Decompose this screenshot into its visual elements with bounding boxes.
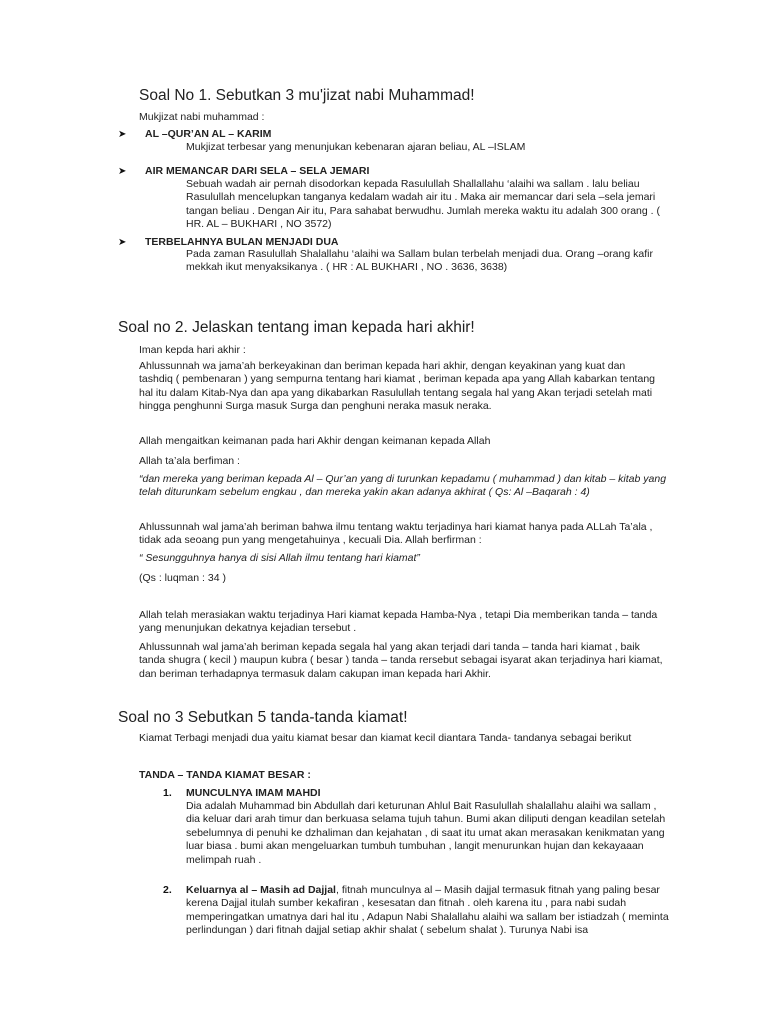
- bullet-icon: ➤: [118, 166, 127, 177]
- list-number: 2.: [163, 884, 172, 896]
- question-2-reference: (Qs : luqman : 34 ): [139, 572, 226, 584]
- q3-item-1-heading: MUNCULNYA IMAM MAHDI: [186, 787, 321, 799]
- question-1-title: Soal No 1. Sebutkan 3 mu'jizat nabi Muhammad!: [139, 87, 475, 104]
- q1-item-3-heading: TERBELAHNYA BULAN MENJADI DUA: [145, 236, 339, 248]
- q1-item-1-heading: AL –QUR’AN AL – KARIM: [145, 128, 272, 140]
- bullet-icon: ➤: [118, 129, 127, 140]
- question-2-quote-1: “dan mereka yang beriman kepada Al – Qur’an yang di turunkan kepadamu ( muhammad ) dan kitab – kitab yang telah diturunkam sebelum engkau , dan mereka yakin akan adanya akhirat ( Qs: Al –Baqarah : 4): [139, 473, 667, 499]
- q3-item-1-body: Dia adalah Muhammad bin Abdullah dari keturunan Ahlul Bait Rasulullah shalallahu alaihi wa sallam , dia keluar dari arah timur dan berkuasa selama tujuh tahun. Bumi akan diliputi dengan keadilan setelah sebelumnya di penuhi ke dzhaliman dan kejahatan , di saat itu umat akan merasakan kenikmatan yang luar biasa . bumi akan mengeluarkan tumbuh tumbuhan , langit menurunkan hujan dan kekayaaan melimpah ruah .: [186, 800, 666, 866]
- question-2-para-3: Allah ta’ala berfiman :: [139, 455, 240, 467]
- question-2-para-6: Ahlussunnah wal jama’ah beriman kepada segala hal yang akan terjadi dari tanda – tanda hari kiamat , baik tanda shugra ( kecil ) maupun kubra ( besar ) tanda – tanda rersebut sebagai isyarat akan terjadinya hari kiamat, dan beriman terhadapnya termasuk dalam cakupan iman kepada hari Akhir.: [139, 641, 663, 680]
- q1-item-2-body: Sebuah wadah air pernah disodorkan kepada Rasulullah Shallallahu ‘alaihi wa sallam . lalu beliau Rasulullah mencelupkan tanganya kedalam wadah air itu . Maka air memancar dari sela –sela jemari tangan beliau . Dengan Air itu, Para sahabat berwudhu. Jumlah mereka waktu itu adalah 300 orang . ( HR. AL – BUKHARI , NO 3572): [186, 178, 660, 231]
- q1-item-2-heading: AIR MEMANCAR DARI SELA – SELA JEMARI: [145, 165, 370, 177]
- q1-item-3-body: Pada zaman Rasulullah Shalallahu ‘alaihi wa Sallam bulan terbelah menjadi dua. Orang –orang kafir mekkah ikut menyaksikanya . ( HR : AL BUKHARI , NO . 3636, 3638): [186, 248, 653, 274]
- question-2-para-5: Allah telah merasiakan waktu terjadinya Hari kiamat kepada Hamba-Nya , tetapi Dia memberikan tanda – tanda yang menunjukan dekatnya kejadian tersebut .: [139, 609, 658, 635]
- question-3-intro: Kiamat Terbagi menjadi dua yaitu kiamat besar dan kiamat kecil diantara Tanda- tandanya sebagai berikut: [139, 732, 632, 744]
- q3-item-2-body: , fitnah munculnya al – Masih dajjal termasuk fitnah yang paling besar kerena Dajjal itulah sumber kekafiran , kesesatan dan fitnah . oleh karena itu , para nabi sudah memperingatkan umatnya dari hal itu , Adapun Nabi Shalallahu alaihi wa sallam ber istiadzah ( meminta perlindungan ) dari fitnah dajjal setiap akhir shalat ( sebelum shalat ). Turunya Nabi isa: [186, 884, 669, 937]
- bullet-icon: ➤: [118, 237, 127, 248]
- q3-item-2-heading: Keluarnya al – Masih ad Dajjal: [186, 884, 336, 896]
- list-number: 1.: [163, 787, 172, 799]
- question-2-title: Soal no 2. Jelaskan tentang iman kepada hari akhir!: [118, 319, 475, 336]
- question-2-para-4: Ahlussunnah wal jama’ah beriman bahwa ilmu tentang waktu terjadinya hari kiamat hanya pada ALLah Ta’ala , tidak ada seoang pun yang mengetahuinya , kecuali Dia. Allah berfirman :: [139, 521, 653, 547]
- question-2-para-2: Allah mengaitkan keimanan pada hari Akhir dengan keimanan kepada Allah: [139, 435, 491, 447]
- question-2-intro: Iman kepda hari akhir :: [139, 344, 246, 356]
- question-2-para-1: Ahlussunnah wa jama’ah berkeyakinan dan beriman kepada hari akhir, dengan keyakinan yang kuat dan tashdiq ( pembenaran ) yang sempurna tentang hari kiamat , beriman kepada apa yang Allah kabarkan tentang hal itu dalam Kitab-Nya dan apa yang dikabarkan Rasulullah tentang segala hal yang Akan terjadi setelah mati hingga penghunni Surga masuk Surga dan penghuni neraka masuk neraka.: [139, 360, 655, 413]
- question-3-subheading: TANDA – TANDA KIAMAT BESAR :: [139, 769, 311, 781]
- question-2-quote-2: “ Sesungguhnya hanya di sisi Allah ilmu tentang hari kiamat”: [139, 552, 420, 564]
- q3-item-2-text: [186, 884, 674, 938]
- question-1-intro: Mukjizat nabi muhammad :: [139, 111, 265, 123]
- question-3-title: Soal no 3 Sebutkan 5 tanda-tanda kiamat!: [118, 709, 408, 726]
- q1-item-1-body: Mukjizat terbesar yang menunjukan kebenaran ajaran beliau, AL –ISLAM: [186, 141, 526, 153]
